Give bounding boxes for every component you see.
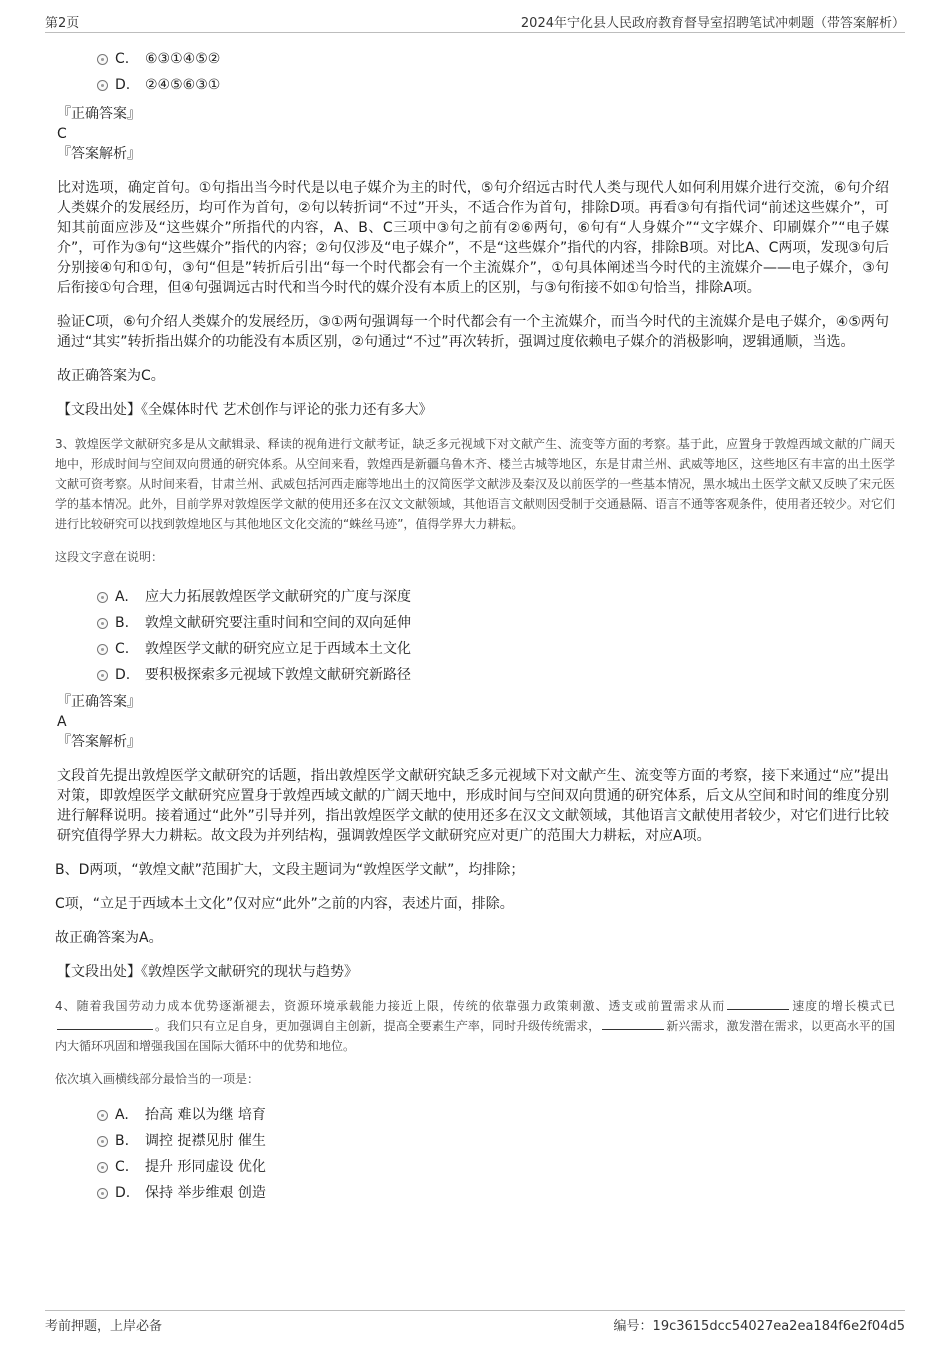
option-text: 应大力拓展敦煌医学文献研究的广度与深度	[145, 589, 411, 605]
option-text: ⑥③①④⑤②	[145, 51, 221, 67]
option-letter: C.	[115, 641, 130, 657]
question-stem: 3、敦煌医学文献研究多是从文献辑录、释读的视角进行文献考证，缺乏多元视域下对文献产生、流变等方面的考察。基于此，应置身于敦煌西域文献的广阔天地中，形成时间与空间双向贯通的研究体系。从空间来看，敦煌西是新疆乌鲁木齐、楼兰古城等地区，东是甘肃兰州、武威等地区，这些地区有丰富的出土医学文献可资考察。从时间来看，甘肃兰州、武威包括河西走廊等地出土的汉简医学文献涉及秦汉及以前医学的一些基本情况，黑水城出土医学文献又反映了宋元医学的基本情况。此外，目前学界对敦煌医学文献的使用还多在汉文文献领域，其他语言文献则因受制于交通悬隔、语言不通等客观条件，使用者还较少。对它们进行比较研究可以找到敦煌地区与其他地区文化交流的“蛛丝马迹”，值得学界大力耕耘。	[55, 437, 896, 531]
option-text: 要积极探索多元视域下敦煌文献研究新路径	[145, 667, 411, 683]
option-d[interactable]	[97, 1180, 895, 1206]
radio-icon[interactable]	[97, 80, 108, 91]
page-number: 第2页	[45, 16, 80, 31]
correct-answer: C	[57, 126, 67, 142]
correct-answer-label: 『正确答案』	[57, 106, 141, 122]
analysis-conclusion: 故正确答案为C。	[57, 368, 165, 384]
source-citation: 【文段出处】《全媒体时代 艺术创作与评论的张力还有多大》	[57, 402, 433, 418]
radio-icon[interactable]	[97, 592, 108, 603]
analysis-label: 『答案解析』	[57, 146, 141, 162]
stem-text: 4、随着我国劳动力成本优势逐渐褪去，资源环境承载能力接近上限，传统的依靠强力政策刺激、透支或前置需求从而	[55, 999, 726, 1013]
option-letter: A.	[115, 1107, 129, 1123]
source-citation: 【文段出处】《敦煌医学文献研究的现状与趋势》	[57, 964, 358, 980]
option-c[interactable]	[97, 636, 895, 662]
analysis-conclusion: 故正确答案为A。	[55, 930, 163, 946]
analysis-paragraph: 比对选项，确定首句。①句指出当今时代是以电子媒介为主的时代，⑤句介绍远古时代人类与现代人如何利用媒介进行交流，⑥句介绍人类媒介的发展经历，均可作为首句，②句以转折词“不过”开头，不适合作为首句，排除D项。再看③句有指代词“前述这些媒介”，可知其前面应涉及“这些媒介”所指代的内容，A、B、C三项中③句之前有②⑥两句，⑥句有“人身媒介”“文字媒介、印刷媒介”“电子媒介”，可作为③句“这些媒介”指代的内容；②句仅涉及“电子媒介”，不是“这些媒介”指代的内容，排除B项。对比A、C两项，发现③句后分别接④句和①句，③句“但是”转折后引出“每一个时代都会有一个主流媒介”，①句具体阐述当今时代的主流媒介——电子媒介，③句后衔接①句合理，但④句强调远古时代和当今时代的媒介没有本质上的区别，与③句衔接不如①句恰当，排除A项。	[57, 180, 889, 296]
question-stem	[55, 996, 895, 1056]
option-letter: C.	[115, 51, 130, 67]
radio-icon[interactable]	[97, 618, 108, 629]
option-letter: D.	[115, 667, 131, 683]
correct-answer-label: 『正确答案』	[57, 694, 141, 710]
correct-answer: A	[57, 714, 67, 730]
option-text: 提升 形同虚设 优化	[145, 1159, 266, 1175]
analysis-paragraph: C项，“立足于西域本土文化”仅对应“此外”之前的内容，表述片面，排除。	[55, 896, 514, 912]
option-letter: A.	[115, 589, 129, 605]
option-letter: D.	[115, 77, 131, 93]
question-prompt: 依次填入画横线部分最恰当的一项是：	[55, 1072, 260, 1086]
option-a[interactable]	[97, 584, 895, 610]
option-c[interactable]	[97, 1154, 895, 1180]
radio-icon[interactable]	[97, 1136, 108, 1147]
stem-text: 。我们只有立足自身，更加强调自主创新，提高全要素生产率，同时升级传统需求，	[155, 1019, 601, 1033]
analysis-label: 『答案解析』	[57, 734, 141, 750]
analysis-paragraph: B、D两项，“敦煌文献”范围扩大，文段主题词为“敦煌医学文献”，均排除；	[55, 862, 525, 878]
option-text: 敦煌医学文献的研究应立足于西域本土文化	[145, 641, 411, 657]
fill-blank	[57, 1017, 153, 1030]
fill-blank	[602, 1017, 664, 1030]
question-prompt: 这段文字意在说明：	[55, 550, 164, 564]
option-text: 调控 捉襟见肘 催生	[145, 1133, 266, 1149]
page-footer	[45, 1310, 905, 1333]
option-text: 抬高 难以为继 培育	[145, 1107, 266, 1123]
option-b[interactable]	[97, 610, 895, 636]
option-letter: B.	[115, 615, 130, 631]
page-header	[45, 10, 905, 33]
radio-icon[interactable]	[97, 54, 108, 65]
analysis-paragraph: 文段首先提出敦煌医学文献研究的话题，指出敦煌医学文献研究缺乏多元视域下对文献产生、流变等方面的考察，接下来通过“应”提出对策，即敦煌医学文献研究应置身于敦煌西域文献的广阔天地中，形成时间与空间双向贯通的研究体系，后文从空间和时间的维度分别进行解释说明。接着通过“此外”引导并列，指出敦煌医学文献的使用还多在汉文文献领域，其他语言文献使用者较少，对它们进行比较研究值得学界大力耕耘。故文段为并列结构，强调敦煌医学文献研究应对更广的范围大力耕耘，对应A项。	[57, 768, 889, 844]
stem-text: 新兴需求，激发潜在需求，以更高水平的国内大循环巩固和增强我国在国际大循环中的优势和地位。	[55, 1019, 895, 1053]
option-a[interactable]	[97, 1102, 895, 1128]
option-text: 敦煌文献研究要注重时间和空间的双向延伸	[145, 615, 411, 631]
analysis-paragraph: 验证C项，⑥句介绍人类媒介的发展经历，③①两句强调每一个时代都会有一个主流媒介，而当今时代的主流媒介是电子媒介，④⑤两句通过“其实”转折指出媒介的功能没有本质区别，②句通过“不过”再次转折，强调过度依赖电子媒介的消极影响，逻辑通顺，当选。	[57, 314, 889, 350]
document-serial: 编号：19c3615dcc54027ea2ea184f6e2f04d5	[613, 1319, 905, 1334]
page-content	[55, 46, 895, 1206]
stem-text: 速度的增长模式已	[791, 999, 895, 1013]
option-d[interactable]	[97, 662, 895, 688]
option-letter: D.	[115, 1185, 131, 1201]
radio-icon[interactable]	[97, 1162, 108, 1173]
footer-slogan: 考前押题，上岸必备	[45, 1319, 163, 1334]
option-b[interactable]	[97, 1128, 895, 1154]
radio-icon[interactable]	[97, 1110, 108, 1121]
option-text: ②④⑤⑥③①	[145, 77, 221, 93]
radio-icon[interactable]	[97, 1188, 108, 1199]
radio-icon[interactable]	[97, 644, 108, 655]
option-d[interactable]	[97, 72, 895, 98]
option-text: 保持 举步维艰 创造	[145, 1185, 266, 1201]
fill-blank	[727, 997, 789, 1010]
option-letter: B.	[115, 1133, 130, 1149]
radio-icon[interactable]	[97, 670, 108, 681]
option-c[interactable]	[97, 46, 895, 72]
option-letter: C.	[115, 1159, 130, 1175]
document-title: 2024年宁化县人民政府教育督导室招聘笔试冲刺题（带答案解析）	[520, 16, 905, 31]
